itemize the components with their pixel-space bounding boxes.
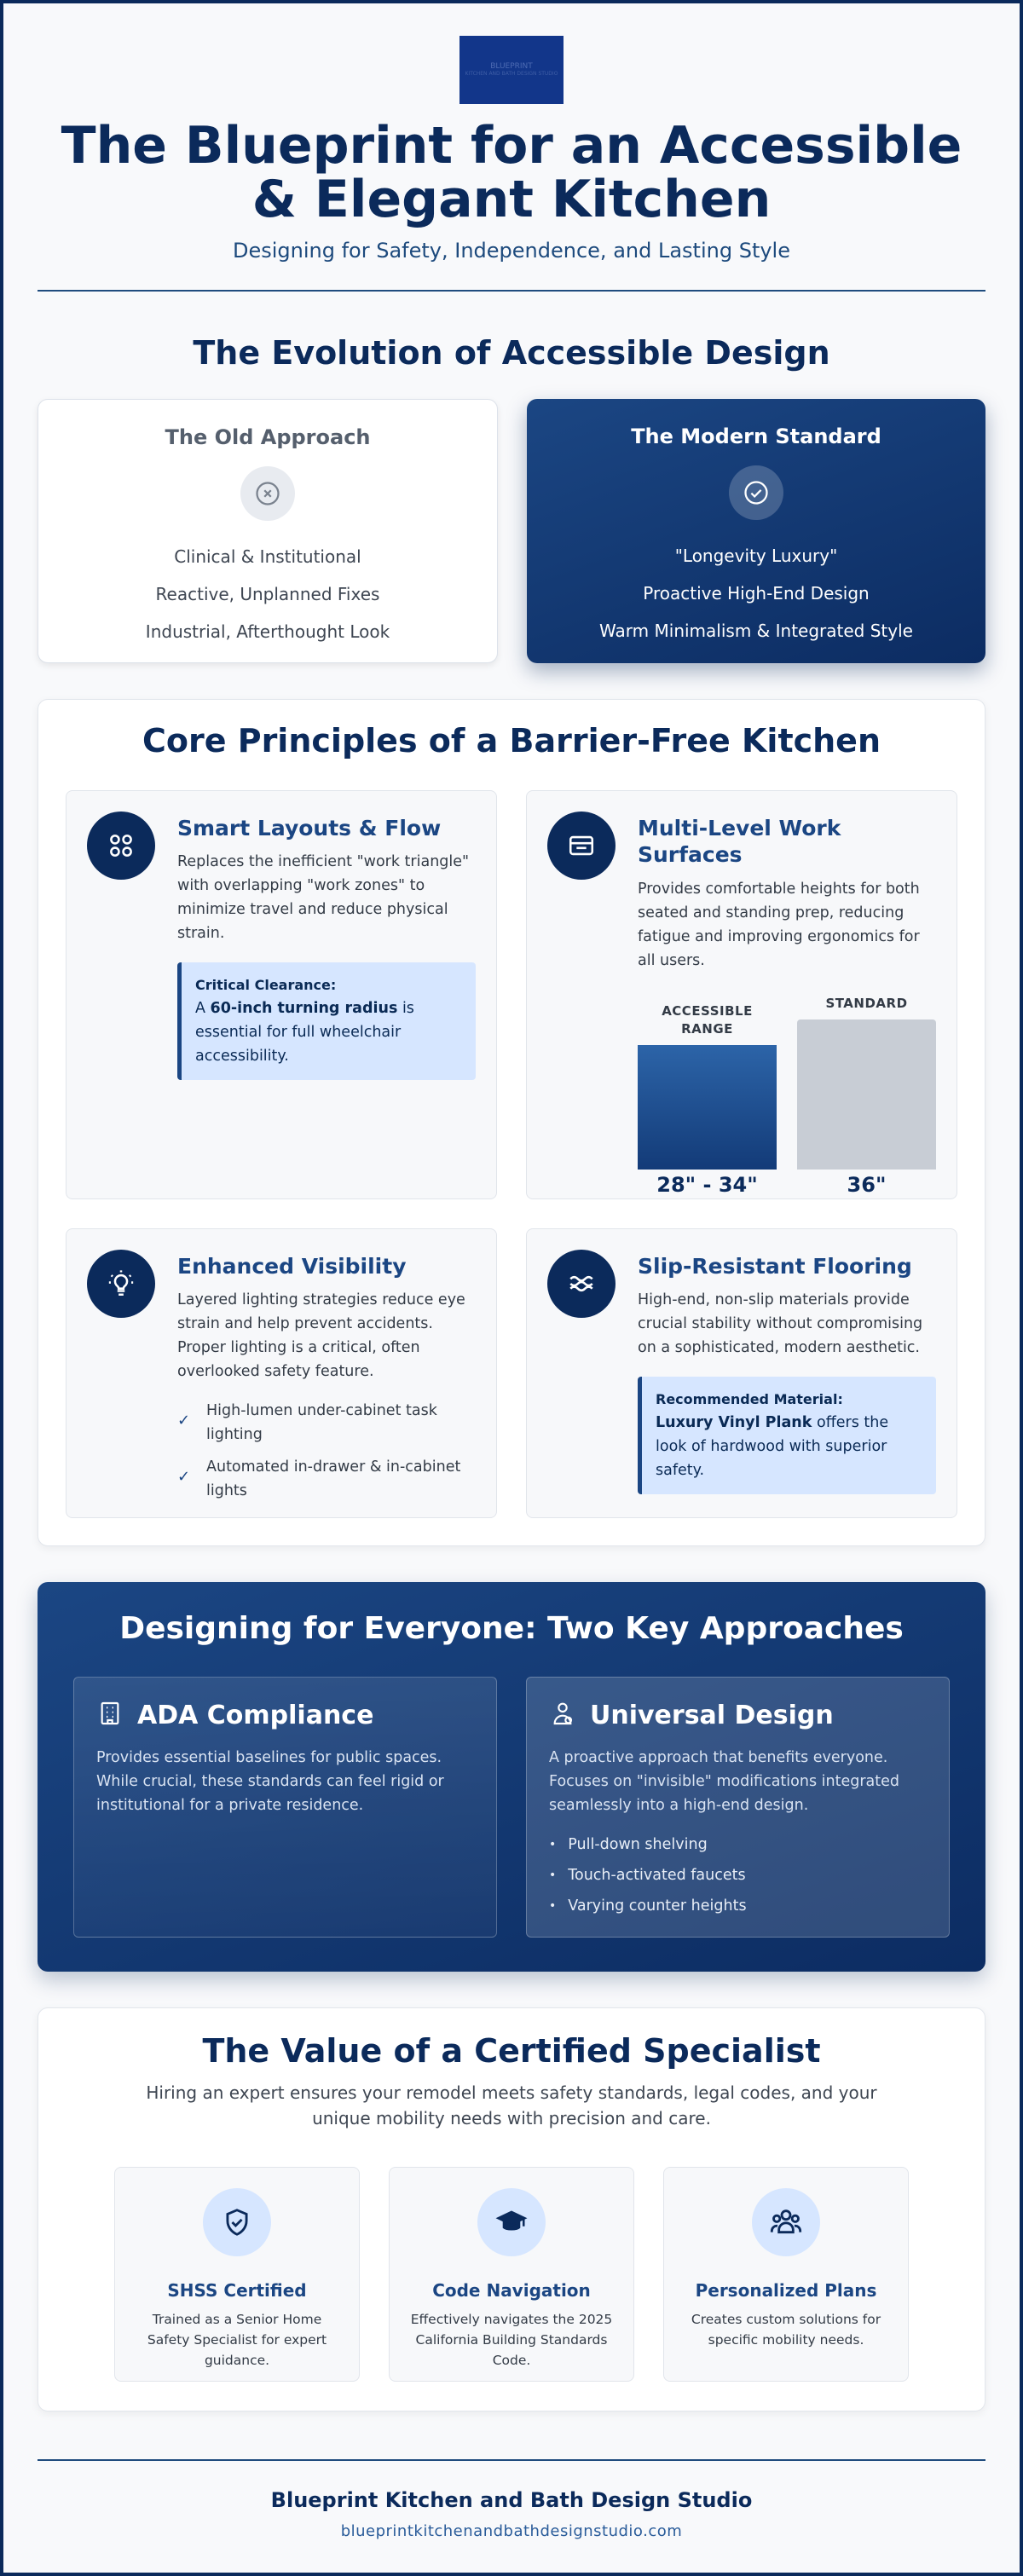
counter-height-comparison [638,995,936,1197]
principle-card-flooring [526,1228,957,1518]
principle-heading: Smart Layouts & Flow [177,816,442,840]
card-header [96,1700,474,1730]
principle-text: Replaces the inefficient "work triangle" with overlapping "work zones" to minimize travel and reduce physical strain. [177,853,470,943]
evolution-comparison [38,399,985,663]
core-principles-title: Core Principles of a Barrier-Free Kitchen [142,722,881,760]
bullet-icon: • [549,1868,557,1882]
ada-compliance-card [73,1677,497,1938]
graduation-cap-icon [477,2188,546,2256]
approaches-title: Designing for Everyone: Two Key Approaches [119,1611,904,1646]
accessible-range-value: 28" - 34" [656,1172,758,1197]
list-item-text: Touch-activated faucets [568,1867,746,1884]
list-item-text: Pull-down shelving [568,1836,708,1853]
list-item [177,1455,476,1503]
list-item-text: Automated in-drawer & in-cabinet lights [206,1458,461,1500]
principle-text: Provides comfortable heights for both seated and standing prep, reducing fatigue and improving ergonomics for all users. [638,880,920,969]
list-item: Warm Minimalism & Integrated Style [599,621,913,641]
universal-heading: Universal Design [590,1700,834,1730]
list-item [549,1860,927,1891]
universal-text: A proactive approach that benefits everyone. Focuses on "invisible" modifications integrated seamlessly into a high-end design. [549,1749,899,1814]
modern-standard-heading: The Modern Standard [631,425,881,448]
universal-list [549,1829,927,1921]
users-icon [752,2188,820,2256]
list-item [177,1399,476,1447]
callout-text-post: offers the look of hardwood with superior safety. [656,1413,889,1479]
value-cards [72,2167,951,2382]
ada-heading: ADA Compliance [137,1700,374,1730]
callout-text-pre: A [195,999,211,1017]
value-card-heading: Personalized Plans [695,2280,877,2301]
lightbulb-icon [87,1250,155,1318]
lighting-checklist [177,1399,476,1503]
footer [38,2488,985,2540]
page-subtitle: Designing for Safety, Independence, and Lasting Style [233,239,790,263]
logo-subtext: KITCHEN AND BATH DESIGN STUDIO [465,70,558,77]
footer-divider [38,2459,985,2461]
principle-card-surfaces [526,790,957,1199]
list-item: Proactive High-End Design [643,583,870,604]
value-card-text: Trained as a Senior Home Safety Specialist for expert guidance. [147,2312,327,2369]
principle-card-layouts [66,790,497,1199]
value-lead: Hiring an expert ensures your remodel meets safety standards, legal codes, and your unique mobility needs with precision and care. [146,2082,877,2128]
callout-text-post: is essential for full wheelchair accessibility. [195,999,414,1065]
callout-title: Recommended Material: [656,1391,843,1408]
principles-grid [66,790,957,1518]
list-item: Reactive, Unplanned Fixes [155,584,380,604]
modern-standard-card [527,399,985,663]
accessible-range-column [638,1002,777,1197]
principle-text: Layered lighting strategies reduce eye strain and help prevent accidents. Proper lighting is a critical, often overlooked safety feature. [177,1291,465,1381]
modern-standard-list [599,537,913,650]
page-title: The Blueprint for an Accessible & Elegant Kitchen [61,116,962,229]
check-icon: ✓ [177,1468,191,1487]
list-item: "Longevity Luxury" [674,546,838,566]
principle-heading: Enhanced Visibility [177,1254,407,1279]
old-approach-heading: The Old Approach [165,425,371,449]
approaches-section [38,1582,985,1972]
list-item: Industrial, Afterthought Look [145,621,390,642]
old-approach-card [38,399,498,663]
evolution-title: The Evolution of Accessible Design [193,334,830,372]
list-item [549,1891,927,1921]
brand-logo[interactable] [459,36,564,104]
waves-icon [547,1250,616,1318]
x-circle-icon [240,466,295,521]
accessible-range-label: ACCESSIBLE RANGE [662,1002,753,1037]
list-item [549,1829,927,1860]
accessible-range-bar [638,1045,777,1170]
user-accessibility-icon [549,1700,576,1730]
specialist-value-section [38,2007,985,2411]
approaches-row [73,1677,950,1938]
standard-height-label: STANDARD [825,995,908,1011]
principle-heading: Slip-Resistant Flooring [638,1254,912,1279]
value-card-shss [114,2167,360,2382]
value-card-heading: Code Navigation [432,2280,591,2301]
header-divider [38,290,985,292]
countertop-icon [547,811,616,880]
bullet-icon: • [549,1899,557,1913]
card-header [549,1700,927,1730]
value-card-heading: SHSS Certified [167,2280,307,2301]
value-card-text: Creates custom solutions for specific mobility needs. [691,2312,881,2348]
principle-card-visibility [66,1228,497,1518]
check-icon: ✓ [177,1412,191,1430]
callout-emphasis: 60-inch turning radius [210,999,398,1017]
value-title: The Value of a Certified Specialist [202,2032,821,2070]
callout-emphasis: Luxury Vinyl Plank [656,1413,812,1431]
list-item: Clinical & Institutional [174,546,361,567]
ada-text: Provides essential baselines for public spaces. While crucial, these standards can feel rigid or institutional for a private residence. [96,1749,444,1814]
value-card-text: Effectively navigates the 2025 California Building Standards Code. [410,2312,613,2369]
studio-name: Blueprint Kitchen and Bath Design Studio [270,2488,753,2512]
value-card-code [389,2167,634,2382]
logo-text: BLUEPRINT [490,61,533,71]
value-card-plans [663,2167,909,2382]
page-content [38,0,985,2540]
principle-text: High-end, non-slip materials provide crucial stability without compromising on a sophisticated, modern aesthetic. [638,1291,923,1357]
check-circle-icon [729,465,783,520]
standard-height-bar [797,1019,936,1170]
standard-height-column [797,995,936,1197]
list-item-text: Varying counter heights [568,1897,747,1915]
old-approach-list [146,538,390,650]
list-item-text: High-lumen under-cabinet task lighting [206,1402,437,1444]
website-link[interactable]: blueprintkitchenandbathdesignstudio.com [340,2522,683,2540]
bullet-icon: • [549,1838,557,1851]
universal-design-card [526,1677,950,1938]
principle-heading: Multi-Level Work Surfaces [638,816,841,868]
standard-height-value: 36" [847,1172,887,1197]
shield-check-icon [203,2188,271,2256]
building-icon [96,1700,124,1730]
material-callout [638,1377,936,1494]
callout-title: Critical Clearance: [195,977,337,994]
grid-layout-icon [87,811,155,880]
core-principles-section [38,699,985,1546]
clearance-callout [177,962,476,1080]
